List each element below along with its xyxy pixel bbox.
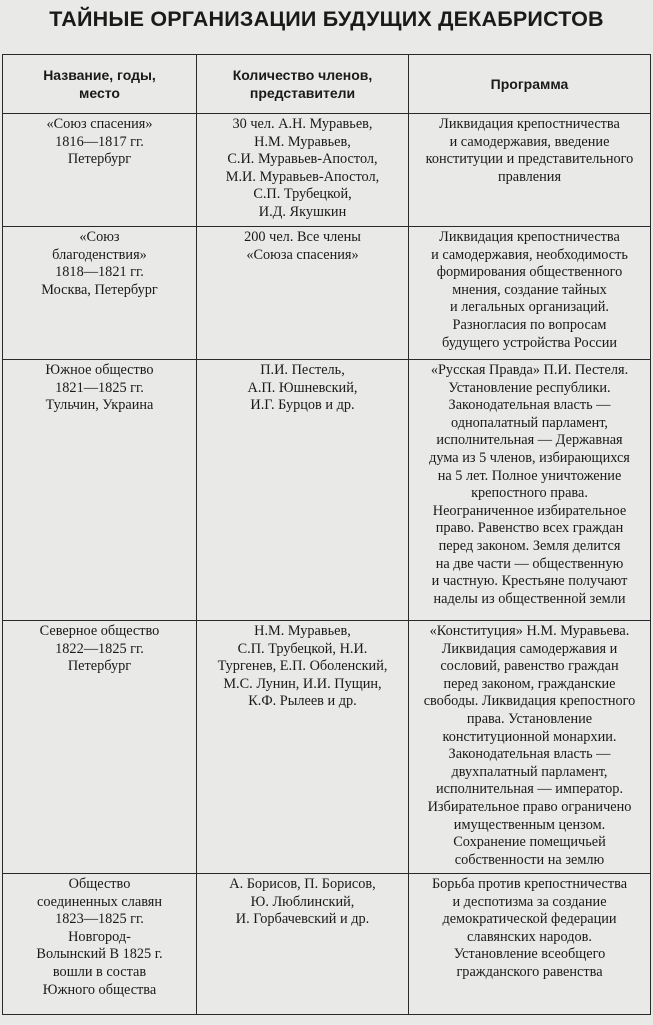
cell-program: Борьба против крепостничества и деспотизма за создание демократической федерации славянских народов. Установление всеобщего гражданского равенства <box>409 874 651 1015</box>
table-row <box>3 874 651 1015</box>
cell-name: Южное общество 1821—1825 гг. Тульчин, Украина <box>3 360 197 621</box>
cell-program: Ликвидация крепостничества и самодержавия, необходимость формирования общественного мнения, создание тайных и легальных организаций. Разногласия по вопросам будущего устройства России <box>409 227 651 360</box>
cell-members: П.И. Пестель, А.П. Юшневский, И.Г. Бурцов и др. <box>197 360 409 621</box>
table-row <box>3 227 651 360</box>
table-row <box>3 114 651 227</box>
cell-name: Северное общество 1822—1825 гг. Петербург <box>3 621 197 874</box>
table-body <box>3 114 651 1015</box>
cell-members: 200 чел. Все члены «Союза спасения» <box>197 227 409 360</box>
cell-program: Ликвидация крепостничества и самодержавия, введение конституции и представительного правления <box>409 114 651 227</box>
header-row <box>3 55 651 114</box>
cell-members: 30 чел. А.Н. Муравьев, Н.М. Муравьев, С.И. Муравьев-Апостол, М.И. Муравьев-Апостол, С.П. Трубецкой, И.Д. Якушкин <box>197 114 409 227</box>
cell-program: «Русская Правда» П.И. Пестеля. Установление республики. Законодательная власть — однопалатный парламент, исполнительная — Державная дума из 5 членов, избирающихся на 5 лет. Полное уничтожение крепостного права. Неограниченное избирательное право. Равенство всех граждан перед законом. Земля делится на две части — общественную и частную. Крестьяне получают наделы из общественной земли <box>409 360 651 621</box>
page-title: ТАЙНЫЕ ОРГАНИЗАЦИИ БУДУЩИХ ДЕКАБРИСТОВ <box>49 7 604 31</box>
cell-name: «Союз благоденствия» 1818—1821 гг. Москва, Петербург <box>3 227 197 360</box>
header-members: Количество членов, представители <box>197 55 409 114</box>
header-program: Программа <box>409 55 651 114</box>
cell-members: Н.М. Муравьев, С.П. Трубецкой, Н.И. Тургенев, Е.П. Оболенский, М.С. Лунин, И.И. Пущин, К.Ф. Рылеев и др. <box>197 621 409 874</box>
header-name: Название, годы, место <box>3 55 197 114</box>
cell-name: Общество соединенных славян 1823—1825 гг. Новгород- Волынский В 1825 г. вошли в состав Южного общества <box>3 874 197 1015</box>
table-row <box>3 360 651 621</box>
organizations-table <box>2 54 651 1015</box>
table-row <box>3 621 651 874</box>
cell-program: «Конституция» Н.М. Муравьева. Ликвидация самодержавия и сословий, равенство граждан перед законом, гражданские свободы. Ликвидация крепостного права. Установление конституционной монархии. Законодательная власть — двухпалатный парламент, исполнительная — император. Избирательное право ограничено имущественным цензом. Сохранение помещичьей собственности на землю <box>409 621 651 874</box>
cell-members: А. Борисов, П. Борисов, Ю. Люблинский, И. Горбачевский и др. <box>197 874 409 1015</box>
table-header <box>3 55 651 114</box>
cell-name: «Союз спасения» 1816—1817 гг. Петербург <box>3 114 197 227</box>
